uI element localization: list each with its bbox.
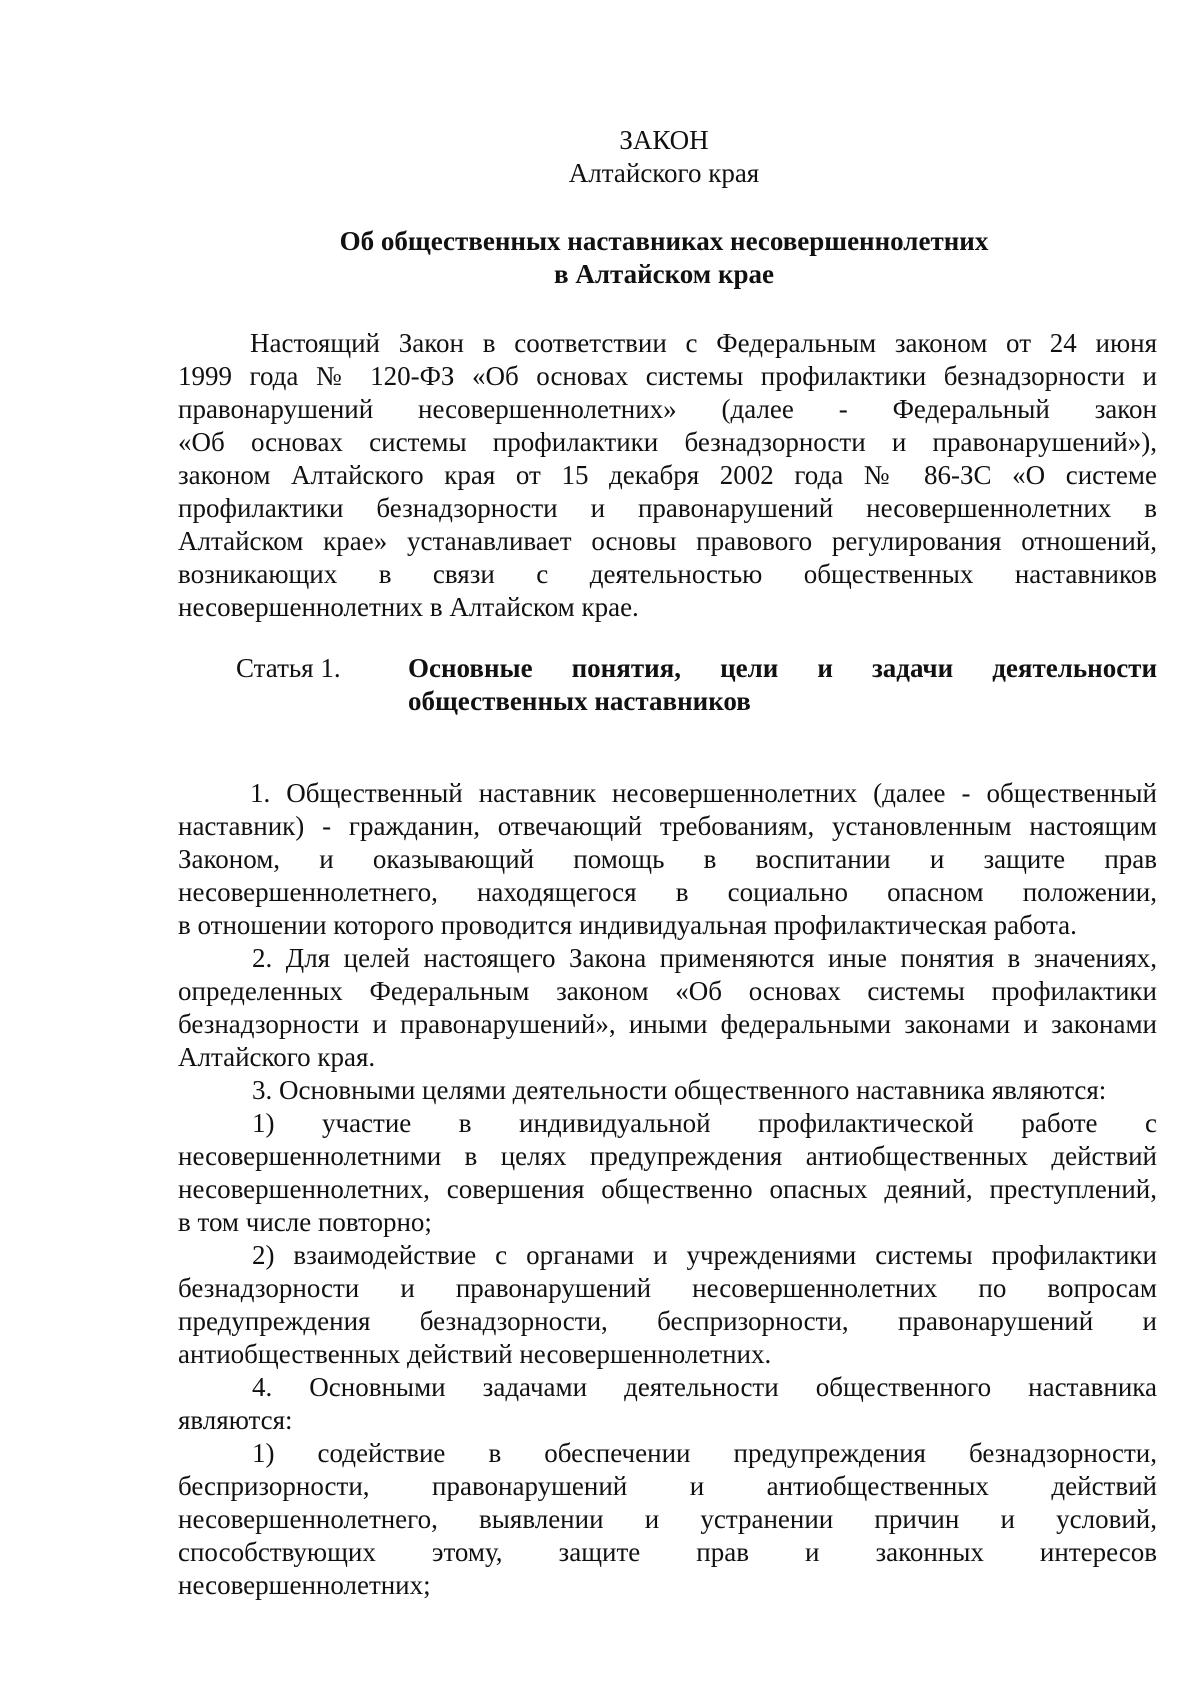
body-line: несовершеннолетних; <box>178 1570 431 1600</box>
body-line: 2. Для целей настоящего Закона применяются иные понятия в значениях, <box>252 943 1157 973</box>
body-line: несовершеннолетними в целях предупреждения антиобщественных действий <box>178 1141 1157 1171</box>
body-line: в отношении которого проводится индивидуальная профилактическая работа. <box>178 910 1077 940</box>
preamble-line: законом Алтайского края от 15 декабря 2002 года № 86-ЗС «О системе <box>178 460 1157 490</box>
preamble-line: профилактики безнадзорности и правонарушений несовершеннолетних в <box>178 493 1157 523</box>
preamble-line: возникающих в связи с деятельностью общественных наставников <box>178 559 1157 589</box>
body-line: 3. Основными целями деятельности общественного наставника являются: <box>252 1075 1107 1105</box>
body-line: безнадзорности и правонарушений», иными федеральными законами и законами <box>178 1009 1157 1039</box>
preamble-line: несовершеннолетних в Алтайском крае. <box>178 592 639 622</box>
body-line: Алтайского края. <box>178 1042 376 1072</box>
body-line: безнадзорности и правонарушений несовершеннолетних по вопросам <box>178 1273 1157 1303</box>
body-line: способствующих этому, защите прав и законных интересов <box>178 1537 1157 1567</box>
article-label: Статья 1. <box>236 653 341 683</box>
body-line: беспризорности, правонарушений и антиобщественных действий <box>178 1471 1157 1501</box>
doc-title-line-2: в Алтайском крае <box>554 259 774 289</box>
body-line: Законом, и оказывающий помощь в воспитании и защите прав <box>178 844 1157 874</box>
preamble-line: Настоящий Закон в соответствии с Федеральным законом от 24 июня <box>250 328 1157 358</box>
doc-type-heading: ЗАКОН <box>619 125 709 155</box>
preamble-line: 1999 года № 120-ФЗ «Об основах системы профилактики безнадзорности и <box>178 361 1157 391</box>
body-line: 1. Общественный наставник несовершеннолетних (далее - общественный <box>250 778 1157 808</box>
preamble-line: «Об основах системы профилактики безнадзорности и правонарушений»), <box>178 427 1157 457</box>
body-line: в том числе повторно; <box>178 1207 432 1237</box>
body-line: наставник) - гражданин, отвечающий требованиям, установленным настоящим <box>178 811 1157 841</box>
preamble-line: Алтайском крае» устанавливает основы правового регулирования отношений, <box>178 526 1157 556</box>
body-line: несовершеннолетних, совершения общественно опасных деяний, преступлений, <box>178 1174 1157 1204</box>
doc-title-line-1: Об общественных наставниках несовершеннолетних <box>339 226 989 256</box>
body-line: 4. Основными задачами деятельности общественного наставника <box>252 1372 1157 1402</box>
body-line: несовершеннолетнего, находящегося в социально опасном положении, <box>178 877 1157 907</box>
body-line: определенных Федеральным законом «Об основах системы профилактики <box>178 976 1157 1006</box>
body-line: 2) взаимодействие с органами и учреждениями системы профилактики <box>252 1240 1157 1270</box>
body-line: несовершеннолетнего, выявлении и устранении причин и условий, <box>178 1504 1157 1534</box>
body-line: антиобщественных действий несовершеннолетних. <box>178 1339 772 1369</box>
body-line: 1) содействие в обеспечении предупреждения безнадзорности, <box>252 1438 1157 1468</box>
preamble-line: правонарушений несовершеннолетних» (далее - Федеральный закон <box>178 394 1157 424</box>
body-line: предупреждения безнадзорности, беспризорности, правонарушений и <box>178 1306 1157 1336</box>
body-line: являются: <box>178 1405 293 1435</box>
article-title-line-1: Основные понятия, цели и задачи деятельности <box>408 653 1157 683</box>
body-line: 1) участие в индивидуальной профилактической работе с <box>252 1108 1157 1138</box>
doc-region-heading: Алтайского края <box>568 158 760 188</box>
article-title <box>408 652 1157 718</box>
article-title-line-2: общественных наставников <box>408 686 751 716</box>
